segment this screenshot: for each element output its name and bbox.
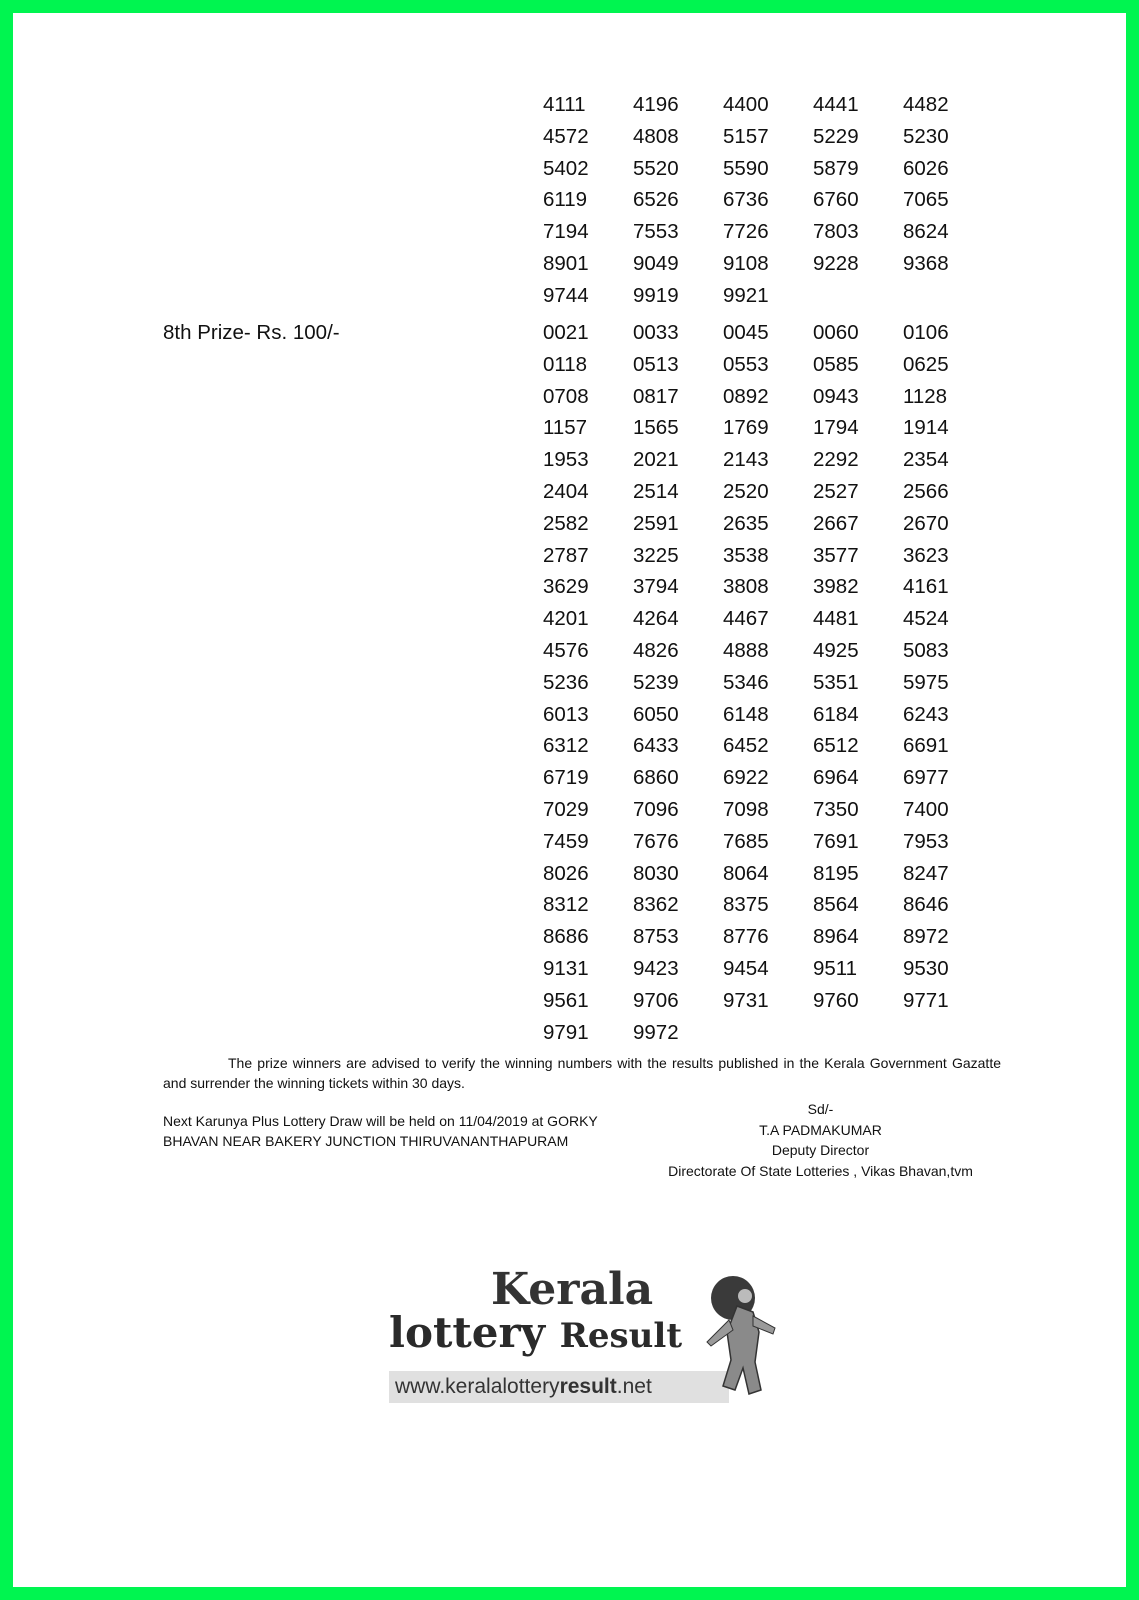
eighth-prize-number: 6452 <box>723 734 769 758</box>
eighth-prize-number: 9511 <box>813 956 858 980</box>
prev-prize-number: 7194 <box>543 220 589 244</box>
prev-prize-number: 9744 <box>543 283 589 307</box>
eighth-prize-number: 7953 <box>903 829 949 853</box>
eighth-prize-number: 6243 <box>903 702 949 726</box>
eighth-prize-number: 0118 <box>543 352 588 376</box>
eighth-prize-number: 6691 <box>903 734 949 758</box>
eighth-prize-number: 0021 <box>543 321 589 344</box>
eighth-prize-number: 3225 <box>633 543 679 567</box>
eighth-prize-number: 9731 <box>723 988 769 1012</box>
eighth-prize-number: 9423 <box>633 956 679 980</box>
signature-sd: Sd/- <box>807 1101 834 1117</box>
eighth-prize-number: 3808 <box>723 575 769 599</box>
eighth-prize-number: 4161 <box>903 575 949 599</box>
eighth-prize-number: 6977 <box>903 766 949 790</box>
eighth-prize-number: 4524 <box>903 607 949 631</box>
eighth-prize-number: 5236 <box>543 670 589 694</box>
logo-url-bold: result <box>559 1375 617 1398</box>
eighth-prize-number: 6964 <box>813 766 859 790</box>
eighth-prize-number: 0943 <box>813 384 859 408</box>
eighth-prize-number: 9760 <box>813 988 859 1012</box>
eighth-prize-number: 8776 <box>723 925 769 949</box>
eighth-prize-number: 6013 <box>543 702 589 726</box>
prev-prize-number: 5157 <box>723 124 769 148</box>
kerala-lottery-result-logo <box>385 1264 790 1418</box>
eighth-prize-number: 7350 <box>813 797 859 821</box>
eighth-prize-number: 8195 <box>813 861 859 885</box>
prev-prize-number: 5590 <box>723 156 769 180</box>
eighth-prize-number: 7096 <box>633 797 679 821</box>
logo-url-prefix: www.kerala <box>395 1375 503 1398</box>
eighth-prize-number: 6184 <box>813 702 859 726</box>
eighth-prize-number: 9530 <box>903 956 949 980</box>
eighth-prize-number: 3629 <box>543 575 589 599</box>
eighth-prize-number: 0060 <box>813 321 859 344</box>
prev-prize-number: 9921 <box>723 283 769 307</box>
prev-prize-number: 5229 <box>813 124 859 148</box>
prev-prize-number: 6026 <box>903 156 949 180</box>
signatory-designation: Deputy Director <box>771 1142 870 1158</box>
eighth-prize-number: 8030 <box>633 861 679 885</box>
eighth-prize-number: 4467 <box>723 607 769 631</box>
eighth-prize-number: 9561 <box>543 988 589 1012</box>
logo-lottery-result-text <box>389 1308 682 1361</box>
eighth-prize-number: 3794 <box>633 575 679 599</box>
eighth-prize-number: 2670 <box>903 511 949 535</box>
prev-prize-number: 8624 <box>903 220 949 244</box>
eighth-prize-number: 0817 <box>633 384 679 408</box>
eighth-prize-number: 4826 <box>633 638 679 662</box>
prev-prize-number: 4572 <box>543 124 589 148</box>
prev-prize-number: 5520 <box>633 156 679 180</box>
eighth-prize-number: 8375 <box>723 893 769 917</box>
signatory-name: T.A PADMAKUMAR <box>759 1121 882 1138</box>
prev-prize-number: 5402 <box>543 156 589 180</box>
eighth-prize-number: 8362 <box>633 893 679 917</box>
eighth-prize-number: 2292 <box>813 448 859 472</box>
logo-url <box>389 1371 729 1403</box>
eighth-prize-number: 4201 <box>543 607 589 631</box>
eighth-prize-number: 6719 <box>543 766 589 790</box>
eighth-prize-number: 0708 <box>543 384 589 408</box>
prev-prize-number: 6526 <box>633 188 679 212</box>
dancer-figure-icon <box>693 1272 783 1402</box>
eighth-prize-number: 7400 <box>903 797 949 821</box>
logo-lottery-word: lottery <box>389 1308 546 1357</box>
next-draw-notice: Next Karunya Plus Lottery Draw will be held on 11/04/2019 at GORKY BHAVAN NEAR BAKERY JUNCTION THIRUVANANTHAPURAM <box>163 1113 598 1149</box>
eighth-prize-number: 1565 <box>633 416 679 440</box>
eighth-prize-number: 3982 <box>813 575 859 599</box>
eighth-prize-number: 6433 <box>633 734 679 758</box>
prev-prize-number: 4111 <box>543 93 586 116</box>
eighth-prize-number: 2143 <box>723 448 769 472</box>
prev-prize-number: 9049 <box>633 251 679 275</box>
eighth-prize-number: 2635 <box>723 511 769 535</box>
eighth-prize-number: 9131 <box>543 956 589 980</box>
logo-result-word: Result <box>559 1316 683 1356</box>
eighth-prize-number: 0553 <box>723 352 769 376</box>
eighth-prize-number: 1953 <box>543 448 589 472</box>
eighth-prize-number: 2591 <box>633 511 679 535</box>
eighth-prize-number: 2354 <box>903 448 949 472</box>
eighth-prize-number: 7459 <box>543 829 589 853</box>
eighth-prize-number: 7029 <box>543 797 589 821</box>
eighth-prize-number: 2667 <box>813 511 859 535</box>
eighth-prize-number: 6922 <box>723 766 769 790</box>
eighth-prize-number: 8247 <box>903 861 949 885</box>
advisory-text: The prize winners are advised to verify the winning numbers with the results published in the Kerala Government Gazatte and surrender the winning tickets within 30 days. <box>163 1055 1001 1091</box>
eighth-prize-number: 8964 <box>813 925 859 949</box>
eighth-prize-number: 8972 <box>903 925 949 949</box>
logo-kerala-text: Kerala <box>491 1264 654 1315</box>
prev-prize-number: 7065 <box>903 188 949 212</box>
eighth-prize-number: 0033 <box>633 321 679 344</box>
prev-prize-number: 9368 <box>903 251 949 275</box>
prev-prize-number: 7726 <box>723 220 769 244</box>
prev-prize-number: 8901 <box>543 251 589 275</box>
eighth-prize-number: 0045 <box>723 321 769 344</box>
signature-block <box>643 1099 998 1181</box>
eighth-prize-number: 2787 <box>543 543 589 567</box>
eighth-prize-number: 4888 <box>723 638 769 662</box>
eighth-prize-number: 5239 <box>633 670 679 694</box>
eighth-prize-number: 3538 <box>723 543 769 567</box>
prev-prize-number: 9919 <box>633 283 679 307</box>
prev-prize-number: 9228 <box>813 251 859 275</box>
eighth-prize-number: 9454 <box>723 956 769 980</box>
eighth-prize-number: 9706 <box>633 988 679 1012</box>
eighth-prize-number: 1769 <box>723 416 769 440</box>
eighth-prize-number: 8026 <box>543 861 589 885</box>
eighth-prize-number: 8753 <box>633 925 679 949</box>
eighth-prize-number: 2582 <box>543 511 589 535</box>
eighth-prize-number: 8564 <box>813 893 859 917</box>
eighth-prize-number: 2566 <box>903 479 949 503</box>
previous-prize-numbers-grid <box>543 89 993 312</box>
eighth-prize-label: 8th Prize- Rs. 100/- <box>163 321 340 344</box>
prev-prize-number: 6736 <box>723 188 769 212</box>
prev-prize-number: 4808 <box>633 124 679 148</box>
eighth-prize-number: 2021 <box>633 448 679 472</box>
logo-url-suffix: .net <box>616 1375 652 1398</box>
eighth-prize-number: 2520 <box>723 479 769 503</box>
eighth-prize-number: 0892 <box>723 384 769 408</box>
eighth-prize-number: 8646 <box>903 893 949 917</box>
prev-prize-number: 5879 <box>813 156 859 180</box>
eighth-prize-number: 9791 <box>543 1020 589 1044</box>
eighth-prize-number: 1157 <box>543 416 588 440</box>
eighth-prize-number: 7098 <box>723 797 769 821</box>
prev-prize-number: 9108 <box>723 251 769 275</box>
eighth-prize-number: 4264 <box>633 607 679 631</box>
eighth-prize-number: 4576 <box>543 638 589 662</box>
eighth-prize-number: 0585 <box>813 352 859 376</box>
eighth-prize-number: 9972 <box>633 1020 679 1044</box>
prev-prize-number: 4196 <box>633 93 679 116</box>
eighth-prize-number: 5083 <box>903 638 949 662</box>
logo-url-mid: lottery <box>502 1375 560 1398</box>
prev-prize-number: 6760 <box>813 188 859 212</box>
eighth-prize-number: 6860 <box>633 766 679 790</box>
eighth-prize-number: 6148 <box>723 702 769 726</box>
eighth-prize-number: 1794 <box>813 416 859 440</box>
eighth-prize-number: 1128 <box>903 384 948 408</box>
eighth-prize-number: 5346 <box>723 670 769 694</box>
eighth-prize-number: 0513 <box>633 352 679 376</box>
eighth-prize-number: 7685 <box>723 829 769 853</box>
eighth-prize-number: 6512 <box>813 734 859 758</box>
prev-prize-number: 7553 <box>633 220 679 244</box>
eighth-prize-number: 4481 <box>813 607 859 631</box>
eighth-prize-number: 8064 <box>723 861 769 885</box>
prev-prize-number: 4400 <box>723 93 769 116</box>
eighth-prize-number: 7676 <box>633 829 679 853</box>
eighth-prize-number: 6050 <box>633 702 679 726</box>
eighth-prize-number: 3577 <box>813 543 859 567</box>
eighth-prize-number: 1914 <box>903 416 949 440</box>
eighth-prize-number: 9771 <box>903 988 949 1012</box>
prev-prize-number: 4482 <box>903 93 949 116</box>
eighth-prize-number: 5975 <box>903 670 949 694</box>
prev-prize-number: 4441 <box>813 93 859 116</box>
prev-prize-number: 5230 <box>903 124 949 148</box>
signatory-office: Directorate Of State Lotteries , Vikas Bhavan,tvm <box>668 1162 973 1179</box>
eighth-prize-number: 0625 <box>903 352 949 376</box>
eighth-prize-number: 7691 <box>813 829 859 853</box>
eighth-prize-number: 2404 <box>543 479 589 503</box>
eighth-prize-numbers-grid <box>543 317 993 1048</box>
prev-prize-number: 7803 <box>813 220 859 244</box>
eighth-prize-number: 6312 <box>543 734 589 758</box>
eighth-prize-number: 5351 <box>813 670 859 694</box>
eighth-prize-number: 0106 <box>903 321 949 344</box>
eighth-prize-number: 2527 <box>813 479 859 503</box>
eighth-prize-number: 4925 <box>813 638 859 662</box>
eighth-prize-number: 3623 <box>903 543 949 567</box>
eighth-prize-number: 2514 <box>633 479 679 503</box>
eighth-prize-number: 8686 <box>543 925 589 949</box>
prev-prize-number: 6119 <box>543 188 588 212</box>
eighth-prize-number: 8312 <box>543 893 589 917</box>
